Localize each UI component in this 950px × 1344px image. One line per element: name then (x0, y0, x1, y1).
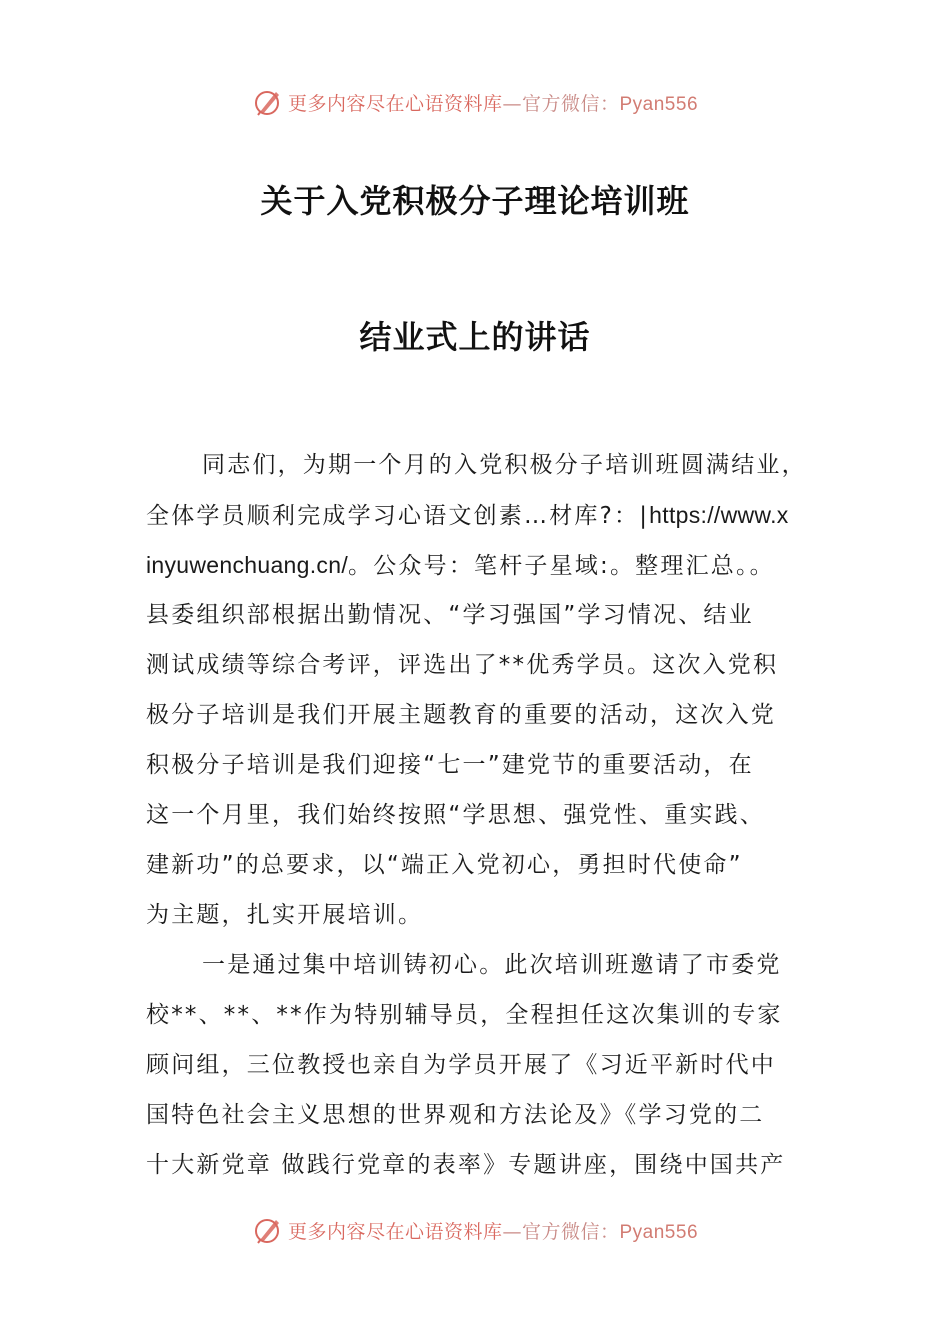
p1-line-10: 为主题，扎实开展培训。 (146, 902, 424, 928)
watermark-prefix: 更多内容尽在心语资料库 (287, 92, 503, 115)
header-watermark (0, 82, 950, 122)
source-url-part1: https://www.x (649, 502, 789, 528)
p1-line-3 (146, 540, 808, 590)
p1-line-1: 同志们，为期一个月的入党积极分子培训班圆满结业， (202, 452, 807, 478)
watermark-middle: 官方微信： (521, 1220, 620, 1243)
p1-line-2-text: 全体学员顺利完成学习心语文创素…材库?：| (146, 503, 650, 529)
p2-line-3: 顾问组，三位教授也亲自为学员开展了《习近平新时代中 (146, 1052, 776, 1078)
title-line-2: 结业式上的讲话 (359, 318, 591, 356)
p1-line-8: 这一个月里，我们始终按照“学思想、强党性、重实践、 (146, 802, 765, 828)
p2-line-5: 十大新党章 做践行党章的表率》专题讲座，围绕中国共产 (146, 1152, 786, 1178)
quill-logo-icon (252, 86, 284, 118)
title-line-1: 关于入党积极分子理论培训班 (260, 182, 690, 220)
watermark-dash: — (502, 1220, 522, 1243)
source-url-part2: inyuwenchuang.cn/ (146, 552, 349, 578)
p1-line-9: 建新功”的总要求，以“端正入党初心，勇担时代使命” (146, 852, 743, 878)
p2-line-2: 校**、**、**作为特别辅导员，全程担任这次集训的专家 (146, 1002, 783, 1028)
body-text (146, 440, 808, 1190)
watermark-id: Pyan556 (619, 93, 699, 115)
footer-watermark (0, 1210, 950, 1250)
watermark-prefix: 更多内容尽在心语资料库 (287, 1220, 503, 1243)
watermark-id: Pyan556 (619, 1221, 699, 1243)
watermark-middle: 官方微信： (521, 92, 620, 115)
p1-line-4: 县委组织部根据出勤情况、“学习强国”学习情况、结业 (146, 602, 754, 628)
watermark-dash: — (502, 92, 522, 115)
p1-line-7: 积极分子培训是我们迎接“七一”建党节的重要活动，在 (146, 752, 754, 778)
quill-logo-icon (252, 1214, 284, 1246)
p2-line-1: 一是通过集中培训铸初心。此次培训班邀请了市委党 (202, 952, 782, 978)
p1-line-3-text: 。公众号：笔杆子星域:。整理汇总。。 (348, 553, 775, 579)
p1-line-2 (146, 490, 808, 540)
p2-line-4: 国特色社会主义思想的世界观和方法论及》《学习党的二 (146, 1102, 765, 1128)
p1-line-5: 测试成绩等综合考评，评选出了**优秀学员。这次入党积 (146, 652, 779, 678)
p1-line-6: 极分子培训是我们开展主题教育的重要的活动，这次入党 (146, 702, 776, 728)
